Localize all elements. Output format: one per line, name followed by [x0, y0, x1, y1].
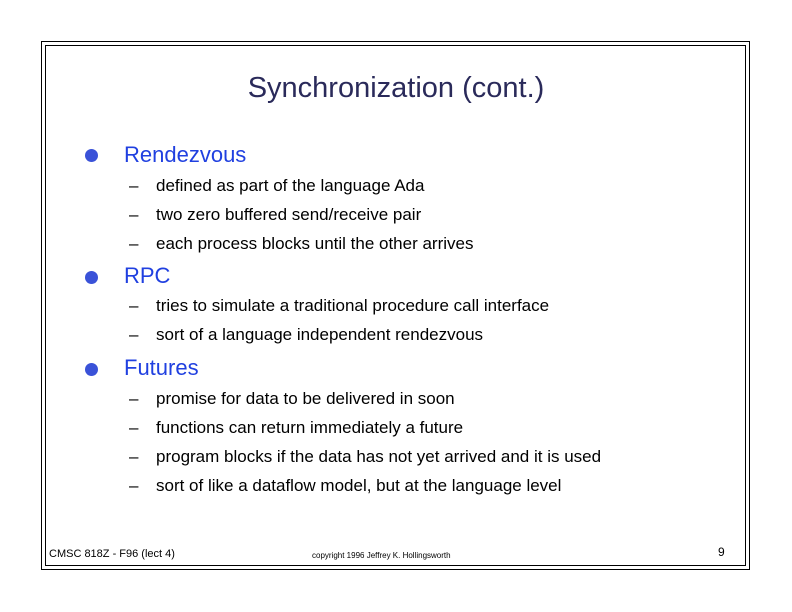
- list-item: promise for data to be delivered in soon: [156, 389, 455, 408]
- list-item: functions can return immediately a future: [156, 418, 464, 437]
- bullet-icon: [85, 271, 98, 284]
- footer-course-label: CMSC 818Z - F96 (lect 4): [49, 548, 175, 560]
- list-item: program blocks if the data has not yet arrived and it is used: [156, 447, 602, 466]
- section-heading-futures: Futures: [124, 355, 199, 380]
- list-item: defined as part of the language Ada: [156, 176, 425, 195]
- slide-title: Synchronization (cont.): [247, 72, 545, 104]
- bullet-icon: [85, 363, 98, 376]
- list-item: each process blocks until the other arrives: [156, 234, 474, 253]
- list-item: tries to simulate a traditional procedure call interface: [156, 296, 550, 315]
- list-item: sort of a language independent rendezvous: [156, 325, 484, 344]
- dash-marker: –: [129, 389, 139, 408]
- dash-marker: –: [129, 325, 139, 344]
- list-item: two zero buffered send/receive pair: [156, 205, 422, 224]
- dash-marker: –: [129, 447, 139, 466]
- dash-marker: –: [129, 418, 139, 437]
- page-number: 9: [718, 545, 725, 559]
- dash-marker: –: [129, 476, 139, 495]
- section-heading-rendezvous: Rendezvous: [124, 142, 247, 167]
- dash-marker: –: [129, 176, 139, 195]
- dash-marker: –: [129, 234, 139, 253]
- dash-marker: –: [129, 205, 139, 224]
- bullet-icon: [85, 149, 98, 162]
- dash-marker: –: [129, 296, 139, 315]
- section-heading-rpc: RPC: [124, 263, 171, 288]
- footer-copyright: copyright 1996 Jeffrey K. Hollingsworth: [312, 551, 451, 560]
- list-item: sort of like a dataflow model, but at the language level: [156, 476, 562, 495]
